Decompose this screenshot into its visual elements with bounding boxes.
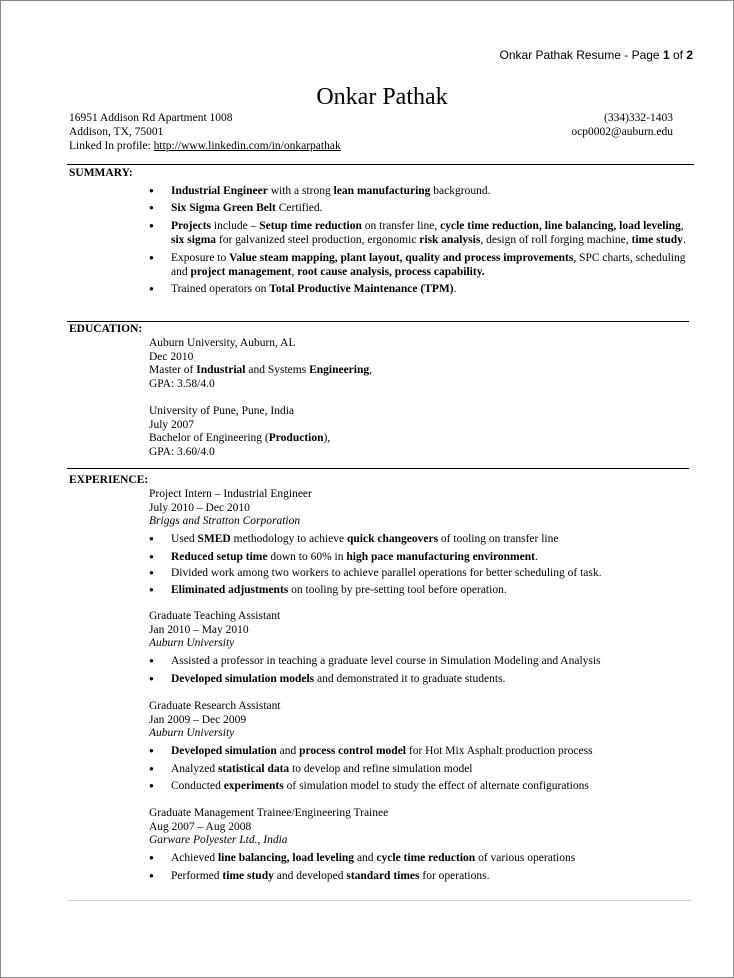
- job-company: Auburn University: [149, 727, 235, 740]
- text-run: Bachelor of Engineering (: [149, 432, 269, 445]
- text-run: ,: [291, 266, 298, 278]
- job-title: Project Intern – Industrial Engineer: [149, 488, 312, 500]
- text-run: .: [453, 283, 457, 295]
- bold-text: Projects: [171, 220, 212, 232]
- bold-text: Production: [268, 432, 324, 445]
- bold-text: standard times: [346, 870, 420, 882]
- text-run: and: [354, 852, 377, 864]
- bold-text: Setup time reduction: [259, 220, 362, 232]
- bold-text: cycle time reduction: [376, 852, 476, 864]
- text-run: Assisted a professor in teaching a graduate level course in Simulation Modeling and Analysis: [171, 655, 601, 667]
- contact-right: [571, 111, 673, 139]
- linkedin-line: [69, 139, 341, 153]
- text-run: Certified.: [275, 202, 323, 214]
- graduation-date: July 2007: [149, 418, 195, 431]
- bold-text: Total Productive Maintenance (TPM): [269, 283, 454, 295]
- graduation-date: Dec 2010: [149, 350, 194, 363]
- summary-item: [149, 251, 699, 279]
- bold-text: Value steam mapping, plant layout, quality and process improvements: [229, 252, 574, 264]
- bold-text: Reduced setup time: [171, 551, 268, 563]
- job-dates: July 2010 – Dec 2010: [149, 501, 250, 514]
- education-entry: [149, 337, 372, 392]
- footer-divider: [67, 900, 691, 901]
- summary-item: [149, 201, 699, 215]
- job-company: Garware Polyester Ltd., India: [149, 834, 288, 847]
- text-run: and demonstrated it to graduate students.: [314, 673, 506, 685]
- summary-heading: SUMMARY:: [69, 167, 133, 179]
- summary-list: [149, 184, 699, 296]
- text-run: Master of: [149, 364, 197, 377]
- summary-item: [149, 184, 699, 198]
- text-run: include –: [211, 220, 260, 232]
- bold-text: Engineering: [309, 364, 370, 377]
- text-run: Exposure to: [171, 252, 230, 264]
- text-run: to develop and refine simulation model: [289, 763, 473, 775]
- job-title: Graduate Research Assistant: [149, 700, 281, 712]
- contact-left: [69, 111, 341, 153]
- address-line-1: 16951 Addison Rd Apartment 1008: [69, 112, 233, 124]
- job-title: Graduate Management Trainee/Engineering Trainee: [149, 807, 389, 819]
- job-bullets: [149, 532, 601, 597]
- bold-text: SMED: [197, 533, 231, 545]
- job-bullets: [149, 744, 593, 793]
- email-address: ocp0002@auburn.edu: [571, 126, 673, 138]
- job-company: Auburn University: [149, 637, 235, 650]
- bold-text: cycle time reduction, line balancing, load leveling: [440, 220, 681, 232]
- text-run: , SPC charts, scheduling and: [171, 252, 686, 278]
- bold-text: Developed simulation models: [171, 673, 315, 685]
- job-bullet: [149, 672, 601, 686]
- text-run: for galvanized steel production, ergonomic: [216, 234, 420, 246]
- bold-text: root cause analysis, process capability.: [297, 266, 485, 278]
- bold-text: experiments: [223, 780, 284, 792]
- text-run: .: [534, 551, 538, 563]
- text-run: background.: [430, 185, 491, 197]
- text-run: ),: [323, 432, 331, 445]
- institution: Auburn University, Auburn, AL: [149, 337, 296, 349]
- bold-text: time study: [631, 234, 683, 246]
- bold-text: Industrial: [196, 364, 246, 377]
- page-number: 1: [662, 48, 670, 62]
- text-run: down to 60% in: [267, 551, 347, 563]
- text-run: Performed: [171, 870, 223, 882]
- text-run: of simulation model to study the effect of alternate configurations: [283, 780, 589, 792]
- job-bullet: [149, 583, 601, 597]
- bold-text: Eliminated adjustments: [171, 584, 289, 596]
- page-of: of: [669, 48, 687, 62]
- job-bullet: [149, 779, 593, 793]
- text-run: .: [682, 234, 686, 246]
- bold-text: line balancing, load leveling: [217, 852, 355, 864]
- text-run: Trained operators on: [171, 283, 270, 295]
- summary-item: [149, 219, 699, 247]
- job-bullets: [149, 654, 601, 686]
- job-dates: Aug 2007 – Aug 2008: [149, 820, 252, 833]
- education-divider: [67, 321, 689, 322]
- phone-number: (334)332-1403: [604, 112, 673, 124]
- job-bullet: [149, 744, 593, 758]
- job-dates: Jan 2010 – May 2010: [149, 623, 249, 636]
- job-bullet: [149, 532, 601, 546]
- page-total: 2: [686, 48, 693, 62]
- bold-text: risk analysis: [419, 234, 481, 246]
- text-run: of various operations: [475, 852, 576, 864]
- institution: University of Pune, Pune, India: [149, 405, 295, 417]
- page-header-text: Onkar Pathak Resume - Page: [499, 48, 663, 62]
- candidate-name: Onkar Pathak: [316, 84, 448, 110]
- text-run: and developed: [273, 870, 347, 882]
- job-entry: [149, 610, 280, 651]
- job-bullet: [149, 566, 601, 580]
- job-bullet: [149, 550, 601, 564]
- experience-divider: [67, 468, 689, 469]
- text-run: and Systems: [245, 364, 310, 377]
- text-run: Achieved: [171, 852, 218, 864]
- job-bullets: [149, 851, 575, 883]
- job-dates: Jan 2009 – Dec 2009: [149, 713, 247, 726]
- job-title: Graduate Teaching Assistant: [149, 610, 281, 622]
- text-run: methodology to achieve: [230, 533, 347, 545]
- bold-text: Industrial Engineer: [171, 185, 268, 197]
- text-run: , design of roll forging machine,: [480, 234, 632, 246]
- education-heading: EDUCATION:: [69, 323, 143, 335]
- job-entry: [149, 700, 281, 741]
- linkedin-link[interactable]: http://www.linkedin.com/in/onkarpathak: [153, 140, 341, 152]
- job-bullet: [149, 869, 575, 883]
- bold-text: quick changeovers: [347, 533, 439, 545]
- bold-text: Developed simulation: [171, 745, 277, 757]
- job-entry: [149, 488, 312, 529]
- summary-item: [149, 282, 699, 296]
- gpa: GPA: 3.58/4.0: [149, 378, 215, 391]
- education-entry: [149, 405, 330, 460]
- text-run: with a strong: [267, 185, 334, 197]
- text-run: Analyzed: [171, 763, 218, 775]
- address-line-2: Addison, TX, 75001: [69, 126, 164, 138]
- job-entry: [149, 807, 388, 848]
- text-run: on transfer line,: [361, 220, 441, 232]
- text-run: on tooling by pre-setting tool before operation.: [288, 584, 507, 596]
- job-bullet: [149, 654, 601, 668]
- bold-text: lean manufacturing: [333, 185, 431, 197]
- text-run: for operations.: [419, 870, 490, 882]
- linkedin-label: Linked In profile:: [69, 140, 154, 152]
- text-run: of tooling on transfer line: [438, 533, 559, 545]
- text-run: Divided work among two workers to achieve parallel operations for better scheduling of task.: [171, 567, 602, 579]
- gpa: GPA: 3.60/4.0: [149, 446, 215, 459]
- text-run: Used: [171, 533, 198, 545]
- summary-divider: [67, 164, 694, 165]
- bold-text: six sigma: [171, 234, 217, 246]
- bold-text: statistical data: [217, 763, 290, 775]
- text-run: ,: [680, 220, 684, 232]
- bold-text: high pace manufacturing environment: [346, 551, 535, 563]
- text-run: for Hot Mix Asphalt production process: [406, 745, 593, 757]
- degree: [149, 364, 372, 378]
- text-run: ,: [369, 364, 372, 377]
- text-run: Conducted: [171, 780, 224, 792]
- bold-text: time study: [222, 870, 274, 882]
- bold-text: Six Sigma Green Belt: [171, 202, 276, 214]
- job-bullet: [149, 851, 575, 865]
- degree: [149, 432, 330, 446]
- page-header: [500, 48, 693, 62]
- job-company: Briggs and Stratton Corporation: [149, 515, 301, 528]
- job-bullet: [149, 762, 593, 776]
- bold-text: process control model: [299, 745, 407, 757]
- bold-text: project management: [190, 266, 292, 278]
- text-run: and: [276, 745, 300, 757]
- experience-heading: EXPERIENCE:: [69, 474, 149, 486]
